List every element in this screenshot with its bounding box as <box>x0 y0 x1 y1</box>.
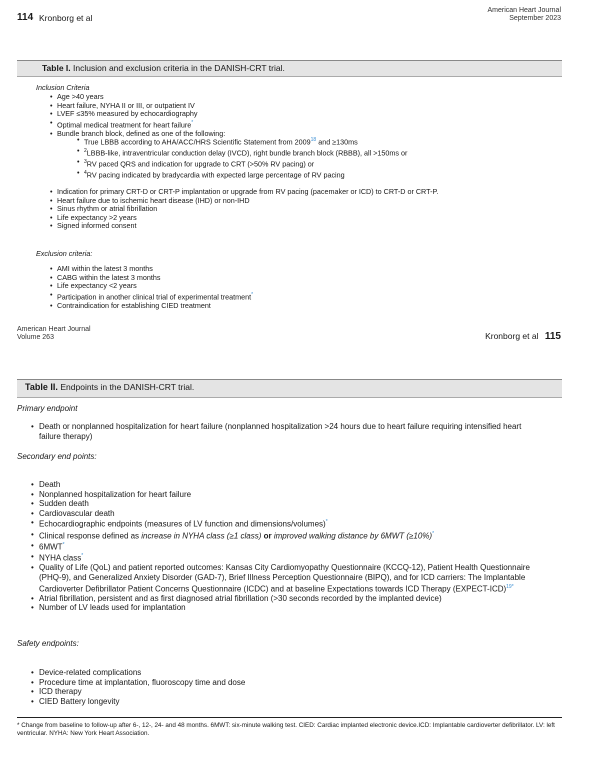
table-1-label: Table I. <box>42 63 71 73</box>
bbb-sublist <box>77 136 577 180</box>
list-item: • True LBBB according to AHA/ACC/HRS Scientific Statement from 2009$^{18}$ and ≥130ms <box>77 136 577 147</box>
running-journal-2: American Heart Journal Volume 263 <box>17 326 91 341</box>
inclusion-list-continued <box>50 188 580 231</box>
list-item: • Signed informed consent <box>50 222 580 231</box>
list-item: • $^4$RV pacing indicated by bradycardia with expected large percentage of RV pacing <box>77 169 577 180</box>
list-item: • CABG within the latest 3 months <box>50 274 570 283</box>
list-item: • AMI within the latest 3 months <box>50 265 570 274</box>
list-item: • Contraindication for establishing CIED treatment <box>50 302 570 311</box>
primary-list <box>31 422 536 441</box>
safety-list <box>31 668 551 706</box>
table-2-header <box>17 379 562 398</box>
list-item: • Death <box>31 480 551 490</box>
page-number-2: 115 <box>544 331 561 342</box>
running-journal: American Heart Journal September 2023 <box>487 7 561 22</box>
list-item: • Participation in another clinical trial of experimental treatment* <box>50 291 570 302</box>
reference-link[interactable]: 18 <box>310 137 317 143</box>
list-item: • Life expectancy <2 years <box>50 282 570 291</box>
list-item: • Cardiovascular death <box>31 509 551 519</box>
table-1-caption: Inclusion and exclusion criteria in the DANISH-CRT trial. <box>73 63 285 73</box>
footnote-divider <box>17 717 562 718</box>
table-1-header <box>17 60 562 77</box>
inclusion-heading: Inclusion Criteria <box>36 83 90 92</box>
list-item: • Sudden death <box>31 499 551 509</box>
list-item: • 6MWT* <box>31 541 551 552</box>
list-item: • Age >40 years <box>50 93 570 102</box>
secondary-heading: Secondary end points: <box>17 452 97 461</box>
primary-heading: Primary endpoint <box>17 404 78 413</box>
list-item: • Optimal medical treatment for heart failure* <box>50 119 570 130</box>
exclusion-list <box>50 265 570 310</box>
list-item: • CIED Battery longevity <box>31 697 551 707</box>
running-author-2: Kronborg et al <box>485 331 539 341</box>
list-item: • NYHA class* <box>31 552 551 563</box>
exclusion-heading: Exclusion criteria: <box>36 249 93 258</box>
list-item: • Indication for primary CRT-D or CRT-P implantation or upgrade from RV pacing (pacemaker or ICD) to CRT-D or CRT-P. <box>50 188 580 197</box>
running-author: Kronborg et al <box>39 13 93 23</box>
list-item: • Sinus rhythm or atrial fibrillation <box>50 205 580 214</box>
reference-link[interactable]: 19 <box>506 583 512 590</box>
table-footnote: * Change from baseline to follow-up after 6-, 12-, 24- and 48 months. 6MWT: six-minute walking test. CIED: Cardiac implanted electronic device.ICD: Implantable cardioverter defibrillator. LV: left ventricular. NYHA: New York Heart Association. <box>17 722 555 737</box>
list-item: • Nonplanned hospitalization for heart failure <box>31 490 551 500</box>
list-item: • Death or nonplanned hospitalization for heart failure (nonplanned hospitalization >24 hours due to heart failure requiring intensified heart failure therapy) <box>31 422 536 441</box>
list-item: • LVEF ≤35% measured by echocardiography <box>50 110 570 119</box>
running-header-2 <box>485 331 561 342</box>
inclusion-list <box>50 93 570 138</box>
list-item: • $^2$LBBB-like, intraventricular conduction delay (IVCD), right bundle branch block (RBBB), all >150ms or <box>77 147 577 158</box>
list-item: • ICD therapy <box>31 687 551 697</box>
list-item: • Procedure time at implantation, fluoroscopy time and dose <box>31 678 551 688</box>
secondary-list <box>31 480 551 613</box>
list-item: • Bundle branch block, defined as one of the following: <box>50 130 570 139</box>
list-item: • Number of LV leads used for implantation <box>31 603 551 613</box>
list-item: • Clinical response defined as increase in NYHA class (≥1 class) or improved walking distance by 6MWT (≥10%)* <box>31 530 551 541</box>
table-2-caption: Endpoints in the DANISH-CRT trial. <box>60 382 195 392</box>
list-item: • Heart failure, NYHA II or III, or outpatient IV <box>50 102 570 111</box>
list-item: • $^3$RV paced QRS and indication for upgrade to CRT (>50% RV pacing) or <box>77 158 577 169</box>
list-item: • Life expectancy >2 years <box>50 214 580 223</box>
list-item: • Quality of Life (QoL) and patient reported outcomes: Kansas City Cardiomyopathy Questionnaire (KCCQ-12), Patient Health Questionnaire (PHQ-9), and Generalized Anxiety Disorder (GAD-7), Brief Illness Perception Questionnaire (BIPQ), and for ICD carriers: The Implantable Cardioverter Defibrillator Patient Concerns Questionnaire (ICDC) and at baseline Expectations towards ICD Therapy (EXPECT-ICD)$^{19*}$ <box>31 563 551 593</box>
list-item: • Atrial fibrillation, persistent and as first diagnosed atrial fibrillation (>30 seconds recorded by the implanted device) <box>31 594 551 604</box>
safety-heading: Safety endpoints: <box>17 639 79 648</box>
list-item: • Echocardiographic endpoints (measures of LV function and dimensions/volumes)* <box>31 518 551 529</box>
page-number: 114 <box>17 12 34 23</box>
list-item: • Heart failure due to ischemic heart disease (IHD) or non-IHD <box>50 197 580 206</box>
table-2-label: Table II. <box>25 382 58 392</box>
list-item: • Device-related complications <box>31 668 551 678</box>
